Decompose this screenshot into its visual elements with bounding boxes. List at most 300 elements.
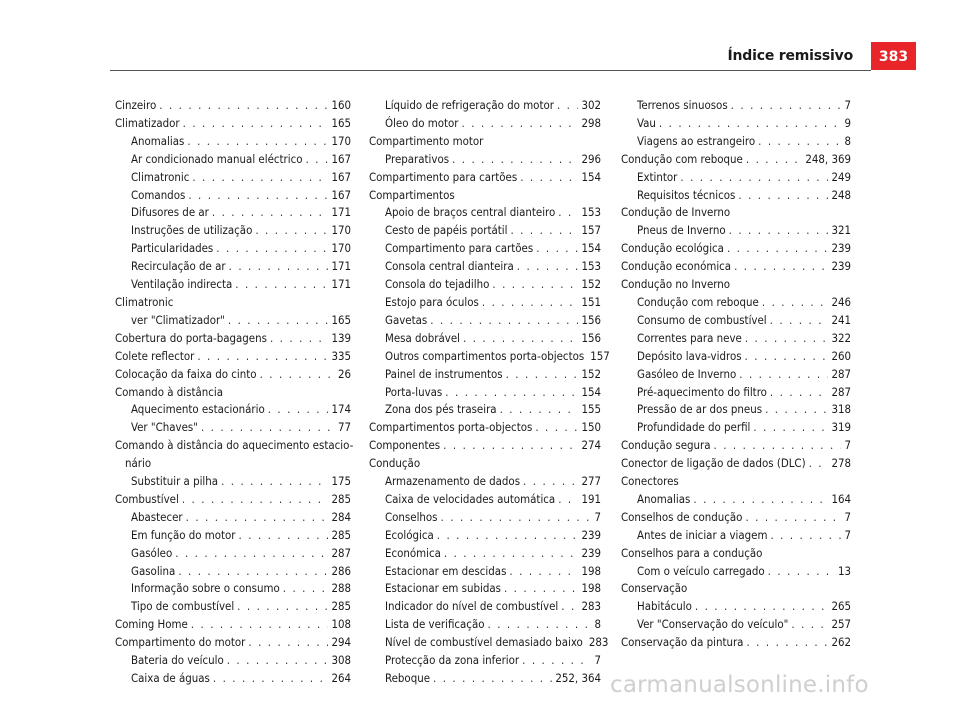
- entry-page: 139: [331, 330, 351, 345]
- entry-term: Caixa de velocidades automática: [385, 491, 556, 506]
- entry-term: Difusores de ar: [131, 205, 209, 220]
- index-column-2: [369, 97, 610, 688]
- entry-term: Climatizador: [115, 115, 180, 130]
- entry-page: 198: [581, 581, 601, 596]
- entry-page: 165: [331, 312, 351, 327]
- entry-term: Requisitos técnicos: [637, 187, 736, 202]
- index-subentry: [115, 169, 351, 187]
- dot-leader: [517, 258, 579, 276]
- dot-leader: [441, 509, 592, 527]
- dot-leader: [506, 366, 579, 384]
- index-entry: [621, 455, 851, 473]
- entry-page: 154: [581, 241, 601, 256]
- entry-page: 8: [844, 133, 851, 148]
- index-subentry: [369, 634, 609, 652]
- index-subentry: [115, 276, 351, 294]
- index-subentry: [369, 580, 601, 598]
- index-subentry: [369, 240, 601, 258]
- entry-term: Estacionar em descidas: [385, 563, 507, 578]
- index-subentry: [621, 97, 851, 115]
- entry-page: 7: [844, 98, 851, 112]
- entry-term: Mesa dobrável: [385, 330, 461, 345]
- entry-term: Instruções de utilização: [131, 223, 253, 238]
- entry-page: 7: [844, 438, 851, 453]
- index-column-1: [115, 97, 354, 688]
- dot-leader: [558, 491, 578, 509]
- index-subentry: [369, 294, 601, 312]
- entry-page: 319: [831, 420, 851, 435]
- entry-term: Coming Home: [115, 617, 188, 632]
- entry-page: 284: [331, 509, 351, 524]
- dot-leader: [734, 258, 828, 276]
- entry-term: Conselhos de condução: [621, 509, 743, 524]
- dot-leader: [182, 491, 329, 509]
- entry-page: 335: [331, 348, 351, 363]
- entry-page: 167: [331, 169, 351, 184]
- index-subentry: [621, 294, 851, 312]
- index-subentry: [369, 97, 601, 115]
- index-subentry: [621, 366, 851, 384]
- entry-term: Particularidades: [131, 241, 214, 256]
- index-heading: nário: [125, 456, 152, 471]
- entry-term: Recirculação de ar: [131, 259, 226, 274]
- dot-leader: [509, 563, 578, 581]
- dot-leader: [504, 580, 578, 598]
- entry-term: Compartimento para cartões: [369, 169, 518, 184]
- entry-term: Anomalias: [637, 491, 691, 506]
- index-entry: [115, 330, 351, 348]
- index-heading: Conselhos para a condução: [621, 545, 763, 560]
- index-subentry: [369, 348, 610, 366]
- entry-page: 249: [831, 169, 851, 184]
- dot-leader: [729, 222, 829, 240]
- entry-page: 252, 364: [555, 671, 601, 685]
- dot-leader: [809, 455, 829, 473]
- dot-leader: [500, 401, 579, 419]
- index-subentry: [369, 598, 601, 616]
- index-subentry: [369, 276, 601, 294]
- entry-term: Caixa de águas: [131, 671, 210, 685]
- dot-leader: [463, 330, 578, 348]
- index-subentry: [369, 115, 601, 133]
- index-subentry: [369, 491, 601, 509]
- index-subentry: [115, 187, 351, 205]
- index-subentry: [115, 401, 351, 419]
- entry-term: Apoio de braços central dianteiro: [385, 205, 556, 220]
- entry-page: 274: [581, 438, 601, 453]
- index-subentry: [621, 133, 851, 151]
- index-entry: [115, 634, 351, 652]
- entry-page: 77: [337, 420, 351, 435]
- entry-term: Com o veículo carregado: [637, 563, 765, 578]
- dot-leader: [248, 634, 328, 652]
- index-subentry: [369, 312, 601, 330]
- entry-term: Componentes: [369, 438, 441, 453]
- entry-term: Gasóleo: [131, 545, 173, 560]
- entry-page: 7: [594, 509, 601, 524]
- entry-page: 198: [581, 563, 601, 578]
- index-entry: [115, 616, 351, 634]
- entry-term: Profundidade do perfil: [637, 420, 751, 435]
- entry-page: 262: [831, 635, 851, 650]
- index-subentry: [115, 240, 351, 258]
- index-subentry: [369, 509, 601, 527]
- entry-term: Compartimento do motor: [115, 635, 246, 650]
- entry-term: Nível de combustível demasiado baixo: [385, 635, 583, 650]
- dot-leader: [557, 97, 578, 115]
- index-subentry: [115, 312, 351, 330]
- dot-leader: [693, 491, 828, 509]
- index-subentry: [115, 545, 351, 563]
- entry-page: 160: [331, 98, 351, 112]
- entry-term: Porta-luvas: [385, 384, 443, 399]
- dot-leader: [745, 330, 829, 348]
- entry-page: 8: [594, 617, 601, 632]
- index-subentry: [115, 419, 351, 437]
- entry-term: Cesto de papéis portátil: [385, 223, 508, 238]
- index-subentry: [115, 151, 351, 169]
- entry-page: 308: [331, 653, 351, 668]
- index-heading: Compartimento motor: [369, 133, 484, 148]
- entry-page: 278: [831, 456, 851, 471]
- entry-term: Condução com reboque: [621, 151, 743, 166]
- entry-term: Ver "Conservação do veículo": [637, 617, 789, 632]
- entry-page: 302: [581, 98, 601, 112]
- entry-page: 170: [331, 223, 351, 238]
- entry-page: 152: [581, 277, 601, 292]
- dot-leader: [791, 616, 828, 634]
- dot-leader: [283, 580, 329, 598]
- index-subentry: [621, 384, 851, 402]
- entry-term: Óleo do motor: [385, 115, 459, 130]
- entry-page: 257: [831, 617, 851, 632]
- index-subentry: [115, 580, 351, 598]
- entry-term: Pré-aquecimento do filtro: [637, 384, 767, 399]
- entry-term: Armazenamento de dados: [385, 474, 521, 489]
- entry-page: 7: [594, 653, 601, 668]
- entry-page: 171: [331, 205, 351, 220]
- entry-page: 239: [831, 259, 851, 274]
- entry-term: Bateria do veículo: [131, 653, 224, 668]
- entry-page: 287: [831, 366, 851, 381]
- index-subentry: [621, 527, 851, 545]
- index-subentry: [621, 115, 851, 133]
- index-subentry: [621, 348, 851, 366]
- entry-term: Habitáculo: [637, 599, 692, 614]
- entry-term: Climatronic: [131, 169, 190, 184]
- index-heading: Conservação: [621, 581, 688, 596]
- index-subentry: [369, 330, 601, 348]
- entry-term: Informação sobre o consumo: [131, 581, 280, 596]
- entry-term: Compartimento para cartões: [385, 241, 534, 256]
- entry-page: 167: [331, 151, 351, 166]
- entry-term: Conector de ligação de dados (DLC): [621, 456, 806, 471]
- index-subentry: [621, 222, 851, 240]
- entry-page: 13: [837, 563, 851, 578]
- entry-term: Pressão de ar dos pneus: [637, 402, 763, 417]
- entry-term: Preparativos: [385, 151, 450, 166]
- entry-page: 287: [331, 545, 351, 560]
- dot-leader: [659, 115, 842, 133]
- dot-leader: [523, 473, 578, 491]
- entry-term: Depósito lava-vidros: [637, 348, 742, 363]
- dot-leader: [746, 634, 828, 652]
- dot-leader: [175, 545, 328, 563]
- index-subentry: [369, 401, 601, 419]
- dot-leader: [770, 312, 829, 330]
- dot-leader: [437, 527, 579, 545]
- dot-leader: [768, 563, 835, 581]
- entry-page: 156: [581, 330, 601, 345]
- index-entry: [115, 348, 351, 366]
- entry-term: Líquido de refrigeração do motor: [385, 98, 554, 112]
- dot-leader: [762, 294, 829, 312]
- dot-leader: [197, 348, 328, 366]
- dot-leader: [191, 616, 329, 634]
- entry-term: Consola central dianteira: [385, 259, 514, 274]
- entry-page: 322: [831, 330, 851, 345]
- index-subentry: [115, 133, 351, 151]
- dot-leader: [510, 222, 578, 240]
- entry-term: Ecológica: [385, 527, 434, 542]
- entry-page: 7: [844, 527, 851, 542]
- index-subentry: [621, 491, 851, 509]
- dot-leader: [201, 419, 335, 437]
- entry-page: 174: [331, 402, 351, 417]
- dot-leader: [738, 187, 828, 205]
- dot-leader: [770, 527, 841, 545]
- entry-term: Painel de instrumentos: [385, 366, 503, 381]
- index-entry: [369, 437, 601, 455]
- dot-leader: [216, 240, 328, 258]
- entry-term: Gasóleo de Inverno: [637, 366, 737, 381]
- page-number-badge: 383: [871, 42, 916, 70]
- entry-term: Indicador do nível de combustível: [385, 599, 559, 614]
- entry-page: 285: [331, 527, 351, 542]
- entry-term: Gavetas: [385, 312, 428, 327]
- index-subentry: [115, 598, 351, 616]
- index-subentry: [621, 169, 851, 187]
- dot-leader: [714, 437, 842, 455]
- dot-leader: [536, 240, 578, 258]
- index-entry: [621, 437, 851, 455]
- dot-leader: [178, 563, 328, 581]
- dot-leader: [188, 187, 328, 205]
- dot-leader: [183, 115, 329, 133]
- index-entry: [621, 634, 851, 652]
- dot-leader: [462, 115, 579, 133]
- entry-term: Reboque: [385, 671, 431, 685]
- entry-term: Comandos: [131, 187, 186, 202]
- dot-leader: [260, 366, 335, 384]
- dot-leader: [237, 598, 328, 616]
- dot-leader: [443, 437, 578, 455]
- index-entry: [115, 366, 351, 384]
- index-heading: Comando à distância: [115, 384, 223, 399]
- entry-page: 287: [831, 384, 851, 399]
- entry-term: Compartimentos porta-objectos: [369, 420, 533, 435]
- entry-page: 241: [831, 312, 851, 327]
- entry-term: Consola do tejadilho: [385, 277, 490, 292]
- entry-page: 154: [581, 384, 601, 399]
- dot-leader: [227, 652, 329, 670]
- index-subentry: [115, 527, 351, 545]
- entry-term: Em função do motor: [131, 527, 236, 542]
- index-subentry: [621, 187, 851, 205]
- dot-leader: [758, 133, 841, 151]
- entry-term: ver "Climatizador": [131, 312, 225, 327]
- index-subentry: [369, 258, 601, 276]
- entry-page: 277: [581, 474, 601, 489]
- dot-leader: [452, 151, 578, 169]
- entry-term: Lista de verificação: [385, 617, 485, 632]
- entry-term: Pneus de Inverno: [637, 223, 726, 238]
- dot-leader: [268, 401, 329, 419]
- entry-term: Gasolina: [131, 563, 176, 578]
- entry-page: 239: [581, 527, 601, 542]
- entry-page: 7: [844, 509, 851, 524]
- index-heading: Climatronic: [115, 294, 174, 309]
- index-subentry: [369, 652, 601, 670]
- index-subentry: [369, 527, 601, 545]
- index-subentry: [369, 473, 601, 491]
- entry-term: Viagens ao estrangeiro: [637, 133, 756, 148]
- entry-term: Condução económica: [621, 259, 732, 274]
- entry-page: 298: [581, 115, 601, 130]
- dot-leader: [561, 598, 578, 616]
- index-subentry: [115, 204, 351, 222]
- entry-page: 294: [331, 635, 351, 650]
- dot-leader: [228, 312, 329, 330]
- index-subentry: [115, 509, 351, 527]
- entry-page: 283: [581, 599, 601, 614]
- dot-leader: [739, 366, 828, 384]
- index-subentry: [369, 204, 601, 222]
- header-rule: [110, 70, 871, 71]
- entry-page: 239: [831, 241, 851, 256]
- dot-leader: [488, 616, 592, 634]
- entry-page: 153: [581, 205, 601, 220]
- dot-leader: [239, 527, 329, 545]
- entry-term: Vau: [637, 115, 656, 130]
- dot-leader: [229, 258, 329, 276]
- index-subentry: [115, 652, 351, 670]
- entry-term: Condução com reboque: [637, 294, 759, 309]
- entry-page: 248, 369: [805, 151, 851, 166]
- entry-page: 167: [331, 187, 351, 202]
- index-subentry: [115, 258, 351, 276]
- entry-page: 191: [581, 491, 601, 506]
- dot-leader: [255, 222, 328, 240]
- dot-leader: [745, 509, 841, 527]
- entry-page: 171: [331, 259, 351, 274]
- entry-term: Colocação da faixa do cinto: [115, 366, 257, 381]
- dot-leader: [753, 419, 828, 437]
- entry-term: Aquecimento estacionário: [131, 402, 265, 417]
- index-entry: [115, 97, 351, 115]
- dot-leader: [745, 348, 829, 366]
- entry-term: Tipo de combustível: [131, 599, 235, 614]
- index-subentry: [369, 545, 601, 563]
- dot-leader: [492, 276, 578, 294]
- index-subentry: [621, 401, 851, 419]
- entry-page: 248: [831, 187, 851, 202]
- dot-leader: [746, 151, 803, 169]
- index-heading: Condução: [369, 456, 421, 471]
- entry-page: 318: [831, 402, 851, 417]
- entry-term: Anomalias: [131, 133, 185, 148]
- entry-page: 170: [331, 133, 351, 148]
- dot-leader: [770, 384, 829, 402]
- entry-term: Económica: [385, 545, 441, 560]
- entry-page: 288: [331, 581, 351, 596]
- entry-page: 285: [331, 599, 351, 614]
- dot-leader: [159, 97, 328, 115]
- entry-term: Conservação da pintura: [621, 635, 744, 650]
- index-heading: Compartimentos: [369, 187, 455, 202]
- entry-term: Combustível: [115, 491, 179, 506]
- dot-leader: [433, 670, 552, 688]
- dot-leader: [680, 169, 828, 187]
- entry-term: Correntes para neve: [637, 330, 742, 345]
- index-subentry: [621, 598, 851, 616]
- entry-page: 283: [588, 635, 609, 650]
- entry-page: 260: [831, 348, 851, 363]
- dot-leader: [520, 169, 578, 187]
- dot-leader: [221, 473, 328, 491]
- entry-term: Abastecer: [131, 509, 183, 524]
- entry-page: 285: [331, 491, 351, 506]
- index-subentry: [369, 670, 601, 688]
- page-header: [0, 42, 960, 72]
- entry-term: Outros compartimentos porta-objectos: [385, 348, 585, 363]
- entry-page: 246: [831, 294, 851, 309]
- dot-leader: [192, 169, 328, 187]
- entry-term: Terrenos sinuosos: [637, 98, 728, 112]
- index-subentry: [621, 419, 851, 437]
- entry-page: 157: [581, 223, 601, 238]
- dot-leader: [445, 384, 578, 402]
- entry-page: 164: [831, 491, 851, 506]
- index-entry: [369, 419, 601, 437]
- entry-page: 165: [331, 115, 351, 130]
- dot-leader: [235, 276, 328, 294]
- index-subentry: [621, 563, 851, 581]
- index-subentry: [621, 330, 851, 348]
- dot-leader: [731, 97, 842, 115]
- index-entry: [115, 115, 351, 133]
- entry-page: 108: [331, 617, 351, 632]
- index-entry: [621, 151, 851, 169]
- entry-page: 151: [581, 294, 601, 309]
- index-entry: [621, 258, 851, 276]
- index-subentry: [115, 473, 351, 491]
- index-subentry: [369, 384, 601, 402]
- index-subentry: [369, 151, 601, 169]
- entry-page: 296: [581, 151, 601, 166]
- entry-page: 264: [331, 671, 351, 685]
- dot-leader: [187, 133, 328, 151]
- dot-leader: [765, 401, 828, 419]
- index-subentry: [621, 312, 851, 330]
- dot-leader: [212, 204, 329, 222]
- section-title: Índice remissivo: [727, 48, 853, 64]
- entry-page: 171: [331, 277, 351, 292]
- entry-term: Extintor: [637, 169, 678, 184]
- entry-term: Cobertura do porta-bagagens: [115, 330, 267, 345]
- entry-term: Colete reflector: [115, 348, 195, 363]
- entry-term: Protecção da zona inferior: [385, 653, 520, 668]
